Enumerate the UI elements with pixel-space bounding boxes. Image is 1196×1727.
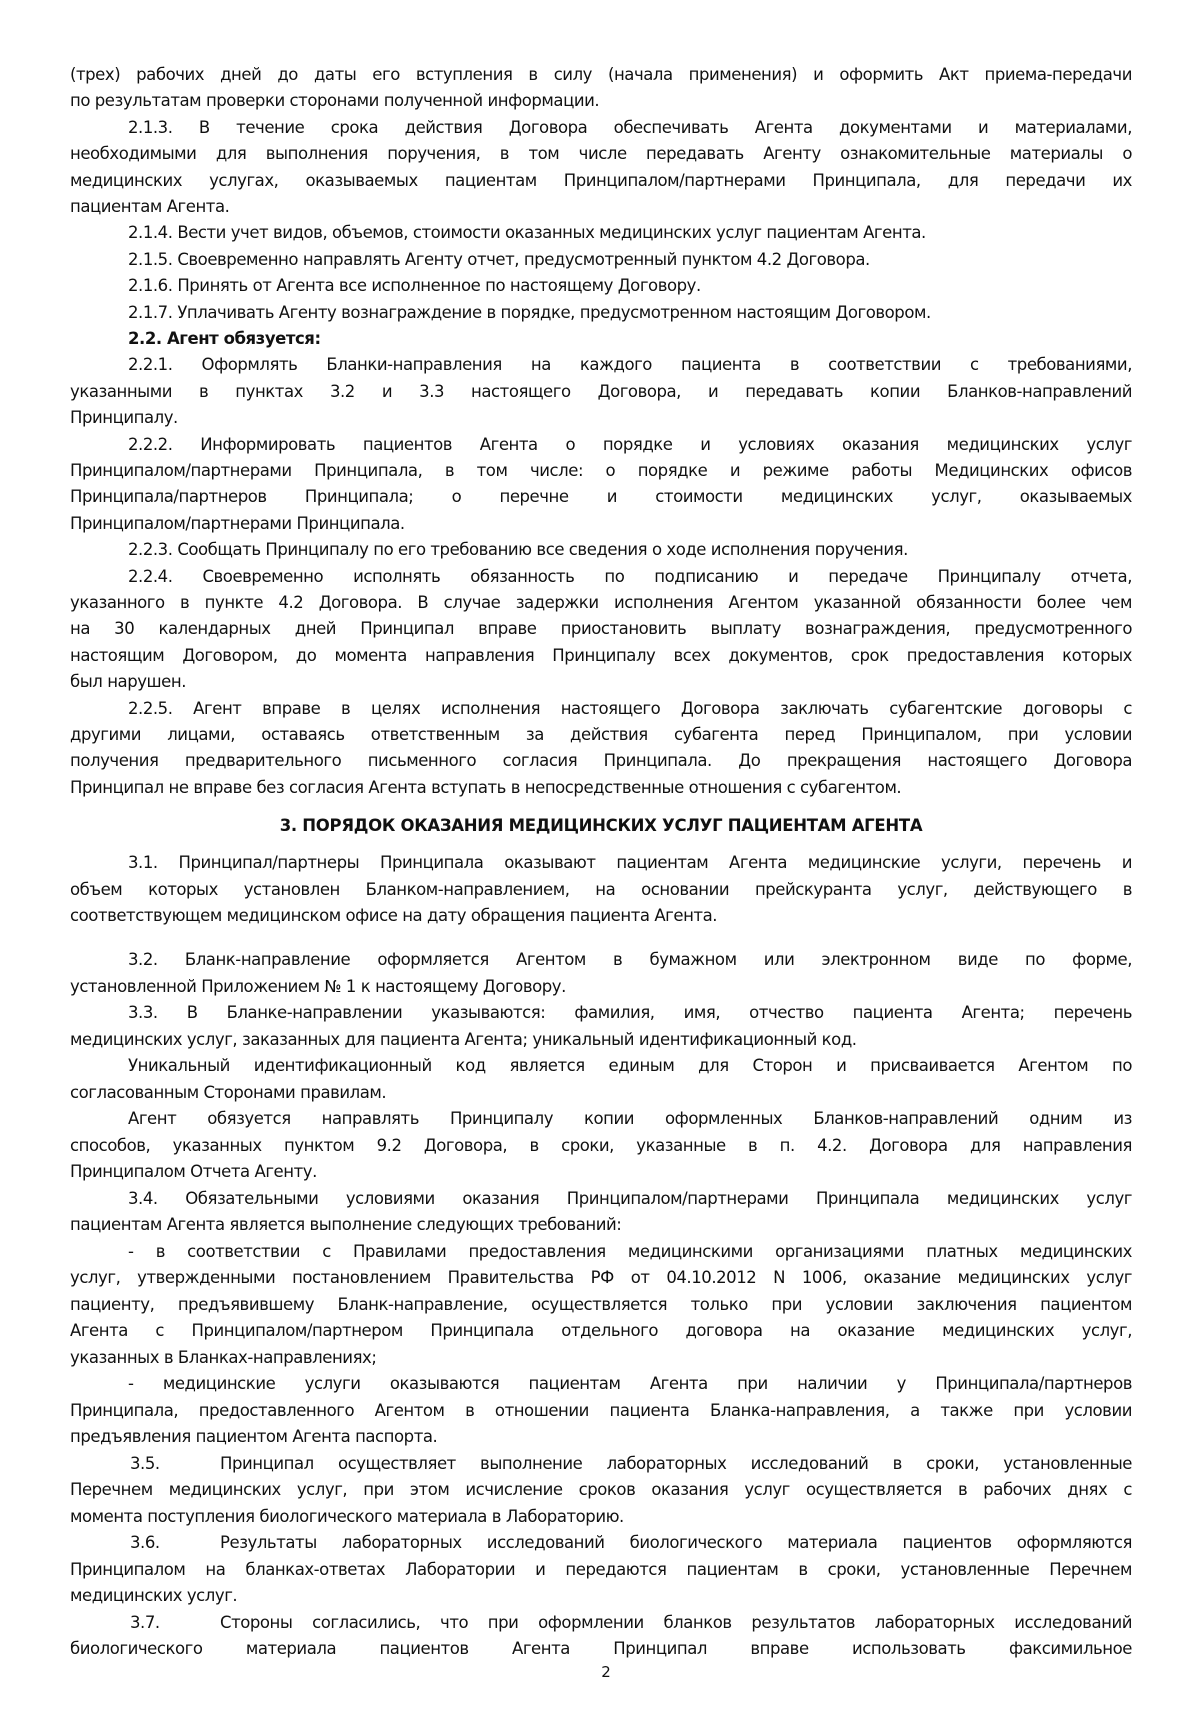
clause-3-3: 3.3. В Бланке-направлении указываются: фамилия, имя, отчество пациента Агента; перечень [128, 1003, 1132, 1022]
text-line: пациентам Агента. [70, 197, 230, 216]
text-line: получения предварительного письменного согласия Принципала. До прекращения настоящего Договора [70, 751, 1132, 770]
clause-2-1-7: 2.1.7. Уплачивать Агенту вознаграждение в порядке, предусмотренном настоящим Договором. [128, 303, 931, 322]
clause-2-2-1: 2.2.1. Оформлять Бланки-направления на каждого пациента в соответствии с требованиями, [128, 355, 1132, 374]
text-line: настоящим Договором, до момента направления Принципалу всех документов, срок предоставления которых [70, 646, 1132, 665]
text-line: необходимыми для выполнения поручения, в том числе передавать Агенту ознакомительные материалы о [70, 144, 1132, 163]
list-item-requirement-2: - медицинские услуги оказываются пациентам Агента при наличии у Принципала/партнеров [128, 1374, 1132, 1393]
clause-2-2-5: 2.2.5. Агент вправе в целях исполнения настоящего Договора заключать субагентские договоры с [128, 699, 1132, 718]
clause-2-2-4: 2.2.4. Своевременно исполнять обязанность по подписанию и передаче Принципалу отчета, [128, 567, 1132, 586]
text-line: Принципалом Отчета Агенту. [70, 1162, 317, 1181]
text-line: на 30 календарных дней Принципал вправе приостановить выплату вознаграждения, предусмотренного [70, 619, 1132, 638]
text-line: (трех) рабочих дней до даты его вступления в силу (начала применения) и оформить Акт приема-передачи [70, 65, 1132, 84]
clause-text: Принципал осуществляет выполнение лабораторных исследований в сроки, установленные [220, 1454, 1132, 1473]
text-line: Перечнем медицинских услуг, при этом исчисление сроков оказания услуг осуществляется в рабочих днях с [70, 1480, 1132, 1499]
text-line: медицинских услуг, заказанных для пациента Агента; уникальный идентификационный код. [70, 1030, 857, 1049]
text-line: Принципалу. [70, 408, 178, 427]
clause-2-2-3: 2.2.3. Сообщать Принципалу по его требованию все сведения о ходе исполнения поручения. [128, 540, 908, 559]
text-line: Принципала, предоставленного Агентом в отношении пациента Бланка-направления, а также при условии [70, 1401, 1132, 1420]
text-line: Принципалом на бланках-ответах Лаборатории и передаются пациентам в сроки, установленные Перечнем [70, 1560, 1132, 1579]
text-line: указанных в Бланках-направлениях; [70, 1348, 377, 1367]
text-line: Агента с Принципалом/партнером Принципала отдельного договора на оказание медицинских услуг, [70, 1321, 1132, 1340]
text-line: Принципал не вправе без согласия Агента вступать в непосредственные отношения с субагентом. [70, 778, 902, 797]
text-line: соответствующем медицинском офисе на дату обращения пациента Агента. [70, 906, 718, 925]
paragraph-unique-code: Уникальный идентификационный код является единым для Сторон и присваивается Агентом по [128, 1056, 1132, 1075]
clause-3-4: 3.4. Обязательными условиями оказания Принципалом/партнерами Принципала медицинских услуг [128, 1189, 1132, 1208]
text-line: объем которых установлен Бланком-направлением, на основании прейскуранта услуг, действующего в [70, 880, 1132, 899]
clause-2-2-2: 2.2.2. Информировать пациентов Агента о порядке и условиях оказания медицинских услуг [128, 435, 1132, 454]
clause-number: 3.7. [130, 1613, 160, 1632]
text-line: пациенту, предъявившему Бланк-направление, осуществляется только при условии заключения пациентом [70, 1295, 1132, 1314]
clause-text: Результаты лабораторных исследований биологического материала пациентов оформляются [220, 1533, 1132, 1552]
list-item-requirement-1: - в соответствии с Правилами предоставления медицинскими организациями платных медицинских [128, 1242, 1132, 1261]
section-heading: 3. ПОРЯДОК ОКАЗАНИЯ МЕДИЦИНСКИХ УСЛУГ ПАЦИЕНТАМ АГЕНТА [279, 816, 923, 835]
text-line: пациентам Агента является выполнение следующих требований: [70, 1215, 622, 1234]
clause-3-1: 3.1. Принципал/партнеры Принципала оказывают пациентам Агента медицинские услуги, перечень и [128, 853, 1132, 872]
text-line: другими лицами, оставаясь ответственным за действия субагента перед Принципалом, при условии [70, 725, 1132, 744]
text-line: по результатам проверки сторонами полученной информации. [70, 91, 600, 110]
text-line: биологического материала пациентов Агента Принципал вправе использовать факсимильное [70, 1639, 1132, 1658]
clause-2-1-4: 2.1.4. Вести учет видов, объемов, стоимости оказанных медицинских услуг пациентам Агента. [128, 223, 926, 242]
text-line: указанного в пункте 4.2 Договора. В случае задержки исполнения Агентом указанной обязанности более чем [70, 593, 1132, 612]
text-line: указанными в пунктах 3.2 и 3.3 настоящего Договора, и передавать копии Бланков-направлений [70, 382, 1132, 401]
clause-number: 3.5. [130, 1454, 160, 1473]
text-line: услуг, утвержденными постановлением Правительства РФ от 04.10.2012 N 1006, оказание медицинских услуг [70, 1268, 1132, 1287]
subsection-heading-2-2: 2.2. Агент обязуется: [128, 329, 321, 348]
text-line: предъявления пациентом Агента паспорта. [70, 1427, 438, 1446]
paragraph-agent-obligation: Агент обязуется направлять Принципалу копии оформленных Бланков-направлений одним из [128, 1109, 1132, 1128]
text-line: момента поступления биологического материала в Лабораторию. [70, 1507, 624, 1526]
text-line: Принципала/партнеров Принципала; о перечне и стоимости медицинских услуг, оказываемых [70, 487, 1132, 506]
clause-2-1-6: 2.1.6. Принять от Агента все исполненное по настоящему Договору. [128, 276, 701, 295]
text-line: медицинских услугах, оказываемых пациентам Принципалом/партнерами Принципала, для передачи их [70, 171, 1132, 190]
clause-2-1-5: 2.1.5. Своевременно направлять Агенту отчет, предусмотренный пунктом 4.2 Договора. [128, 250, 870, 269]
clause-text: Стороны согласились, что при оформлении бланков результатов лабораторных исследований [220, 1613, 1132, 1632]
text-line: был нарушен. [70, 672, 187, 691]
clause-3-5 [130, 1451, 1132, 1477]
text-line: медицинских услуг. [70, 1586, 238, 1605]
text-line: способов, указанных пунктом 9.2 Договора, в сроки, указанные в п. 4.2. Договора для направления [70, 1136, 1132, 1155]
text-line: согласованным Сторонами правилам. [70, 1083, 387, 1102]
clause-3-2: 3.2. Бланк-направление оформляется Агентом в бумажном или электронном виде по форме, [128, 950, 1132, 969]
clause-number: 3.6. [130, 1533, 160, 1552]
clause-2-1-3: 2.1.3. В течение срока действия Договора обеспечивать Агента документами и материалами, [128, 118, 1132, 137]
text-line: Принципалом/партнерами Принципала. [70, 514, 405, 533]
clause-3-7 [130, 1610, 1132, 1636]
text-line: Принципалом/партнерами Принципала, в том числе: о порядке и режиме работы Медицинских офисов [70, 461, 1132, 480]
clause-3-6 [130, 1530, 1132, 1556]
page-number: 2 [601, 1663, 611, 1681]
text-line: установленной Приложением № 1 к настоящему Договору. [70, 977, 566, 996]
